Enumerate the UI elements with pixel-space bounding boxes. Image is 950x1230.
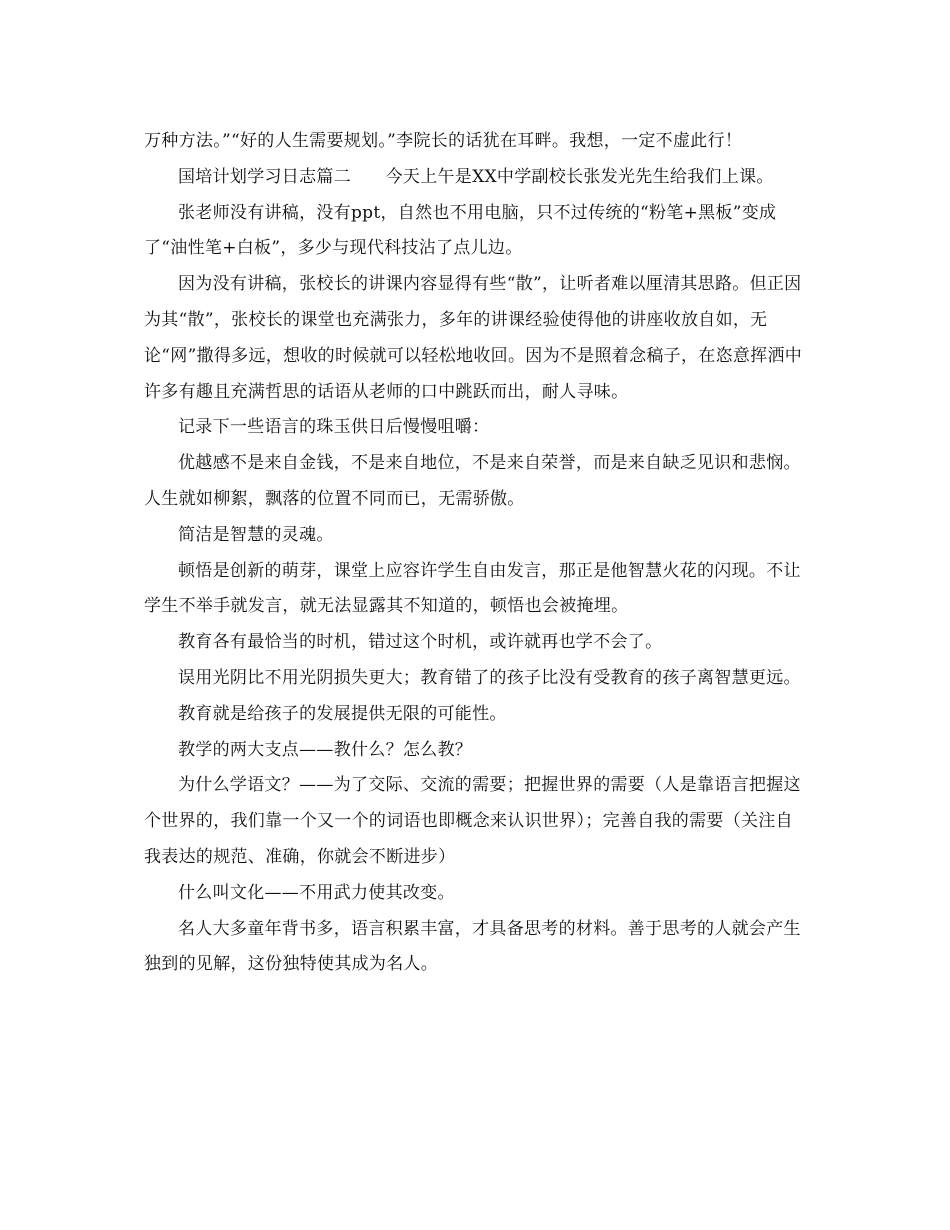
paragraph-1: 万种方法。”“好的人生需要规划。”李院长的话犹在耳畔。我想，一定不虚此行！: [144, 131, 743, 151]
paragraph-11: 教育就是给孩子的发展提供无限的可能性。: [178, 703, 507, 724]
paragraph-6: 优越感不是来自金钱，不是来自地位，不是来自荣誉，而是来自缺乏见识和悲悯。人生就如柳絮，飘落的位置不同而已，无需骄傲。: [144, 453, 801, 509]
paragraph-13: 为什么学语文？——为了交际、交流的需要；把握世界的需要（人是靠语言把握这个世界的，我们靠一个又一个的词语也即概念来认识世界）；完善自我的需要（关注自我表达的规范、准确，你就会不断进步）: [144, 775, 801, 867]
paragraph-4: 因为没有讲稿，张校长的讲课内容显得有些“散”，让听者难以厘清其思路。但正因为其“散”，张校长的课堂也充满张力，多年的讲课经验使得他的讲座收放自如，无论“网”撒得多远，想收的时候就可以轻松地收回。因为不是照着念稿子，在恣意挥洒中许多有趣且充满哲思的话语从老师的口中跳跃而出，耐人寻味。: [144, 274, 803, 402]
paragraph-3: 张老师没有讲稿，没有ppt，自然也不用电脑，只不过传统的“粉笔+黑板”变成了“油性笔+白板”，多少与现代科技沾了点儿边。: [144, 202, 777, 259]
paragraph-8: 顿悟是创新的萌芽，课堂上应容许学生自由发言，那正是他智慧火花的闪现。不让学生不举手就发言，就无法显露其不知道的，顿悟也会被掩埋。: [144, 560, 801, 617]
paragraph-15: 名人大多童年背书多，语言积累丰富，才具备思考的材料。善于思考的人就会产生独到的见解，这份独特使其成为名人。: [144, 918, 801, 975]
paragraph-12: 教学的两大支点——教什么？怎么教？: [178, 739, 473, 760]
paragraph-2: 国培计划学习日志篇二 今天上午是XX中学副校长张发光先生给我们上课。: [178, 166, 774, 187]
paragraph-9: 教育各有最恰当的时机，错过这个时机，或许就再也学不会了。: [178, 632, 663, 653]
paragraph-7: 简洁是智慧的灵魂。: [178, 524, 334, 545]
paragraph-10: 误用光阴比不用光阴损失更大；教育错了的孩子比没有受教育的孩子离智慧更远。: [178, 667, 801, 688]
paragraph-14: 什么叫文化——不用武力使其改变。: [178, 882, 455, 903]
paragraph-5: 记录下一些语言的珠玉供日后慢慢咀嚼：: [178, 417, 490, 438]
